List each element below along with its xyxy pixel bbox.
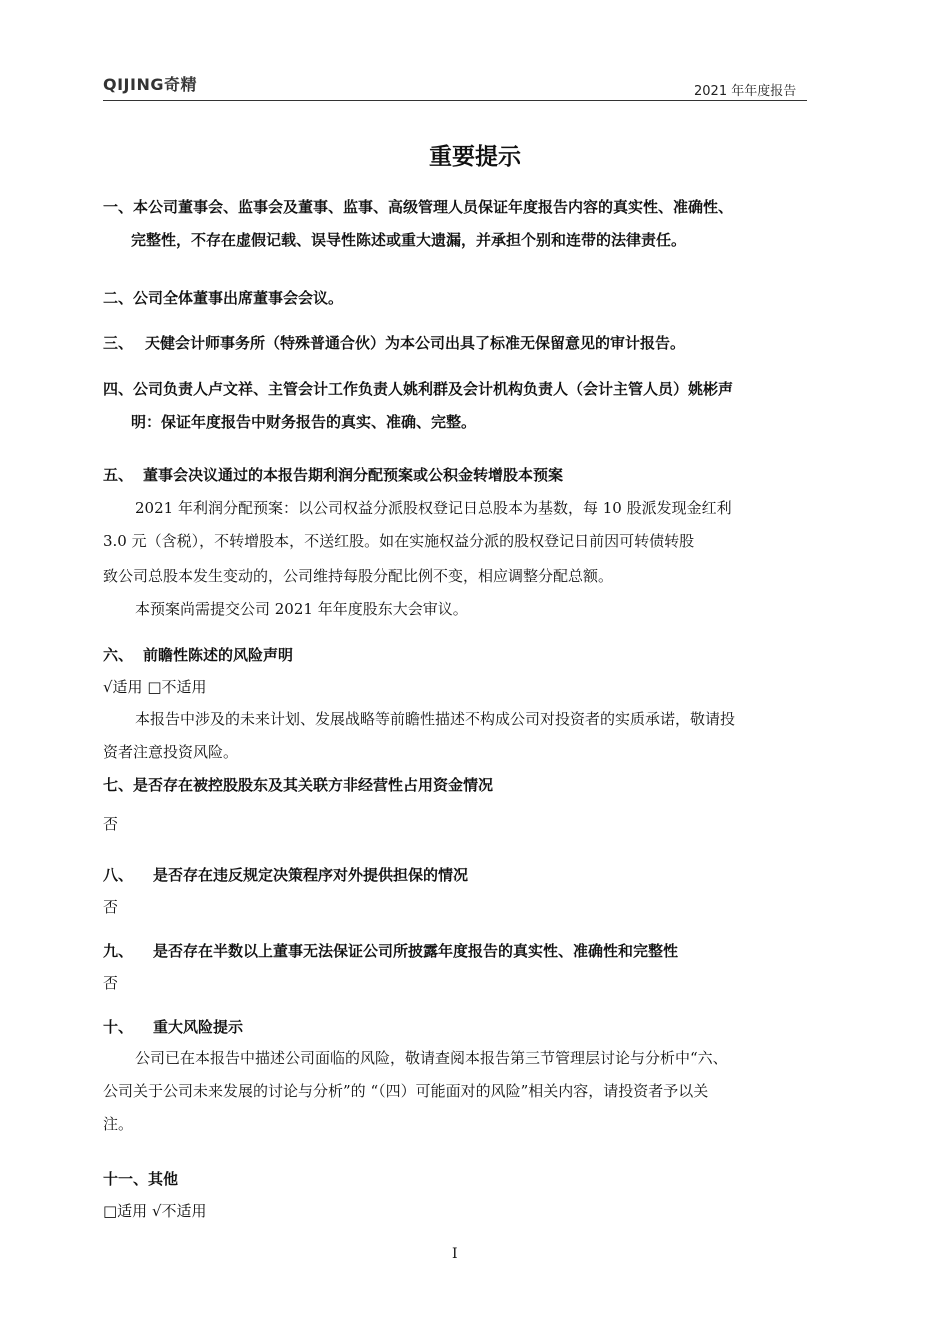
page-title: 重要提示: [429, 144, 521, 170]
item-5-para-2: 3.0 元（含税），不转增股本，不送红股。如在实施权益分派的股权登记日前因可转债转股: [103, 532, 695, 550]
item-11-heading: 十一、其他: [103, 1170, 179, 1188]
item-10-para-1: 公司已在本报告中描述公司面临的风险，敬请查阅本报告第三节管理层讨论与分析中“六、: [135, 1049, 728, 1067]
item-6-heading: 前瞻性陈述的风险声明: [143, 646, 294, 664]
report-label: 2021 年年度报告: [694, 84, 797, 99]
item-11-applicability: □适用 √不适用: [103, 1202, 207, 1220]
company-logo: QIJING奇精: [103, 75, 197, 94]
item-5-para-4: 本预案尚需提交公司 2021 年年度股东大会审议。: [135, 600, 468, 618]
item-4-line-1: 四、公司负责人卢文祥、主管会计工作负责人姚利群及会计机构负责人（会计主管人员）姚彬声: [103, 380, 734, 398]
item-9-heading: 是否存在半数以上董事无法保证公司所披露年度报告的真实性、准确性和完整性: [153, 942, 679, 960]
item-8-answer: 否: [103, 898, 119, 916]
item-6-applicability: √适用 □不适用: [103, 678, 207, 696]
item-5-para-3: 致公司总股本发生变动的，公司维持每股分配比例不变，相应调整分配总额。: [103, 567, 614, 585]
item-10-para-2: 公司关于公司未来发展的讨论与分析”的 “（四）可能面对的风险”相关内容，请投资者予以关: [103, 1082, 709, 1100]
item-3-number: 三、: [103, 334, 134, 352]
item-5-para-1: 2021 年利润分配预案：以公司权益分派股权登记日总股本为基数，每 10 股派发现金红利: [135, 499, 732, 517]
header-rule: [103, 100, 807, 101]
item-10-number: 十、: [103, 1018, 134, 1036]
item-8-number: 八、: [103, 866, 134, 884]
item-6-number: 六、: [103, 646, 134, 664]
item-9-answer: 否: [103, 974, 119, 992]
item-7-heading: 七、是否存在被控股股东及其关联方非经营性占用资金情况: [103, 776, 494, 794]
item-10-heading: 重大风险提示: [153, 1018, 244, 1036]
item-5-heading: 董事会决议通过的本报告期利润分配预案或公积金转增股本预案: [143, 466, 564, 484]
item-6-para-2: 资者注意投资风险。: [103, 743, 239, 761]
item-8-heading: 是否存在违反规定决策程序对外提供担保的情况: [153, 866, 469, 884]
item-5-number: 五、: [103, 466, 134, 484]
item-10-para-3: 注。: [103, 1115, 134, 1133]
item-2: 二、公司全体董事出席董事会会议。: [103, 289, 344, 307]
item-6-para-1: 本报告中涉及的未来计划、发展战略等前瞻性描述不构成公司对投资者的实质承诺，敬请投: [135, 710, 736, 728]
item-7-answer: 否: [103, 815, 119, 833]
item-9-number: 九、: [103, 942, 134, 960]
item-1-line-2: 完整性，不存在虚假记载、误导性陈述或重大遗漏，并承担个别和连带的法律责任。: [131, 231, 687, 249]
item-3-text: 天健会计师事务所（特殊普通合伙）为本公司出具了标准无保留意见的审计报告。: [145, 334, 686, 352]
item-1-line-1: 一、本公司董事会、监事会及董事、监事、高级管理人员保证年度报告内容的真实性、准确性、: [103, 198, 734, 216]
page-number: I: [452, 1246, 458, 1262]
item-4-line-2: 明：保证年度报告中财务报告的真实、准确、完整。: [131, 413, 477, 431]
